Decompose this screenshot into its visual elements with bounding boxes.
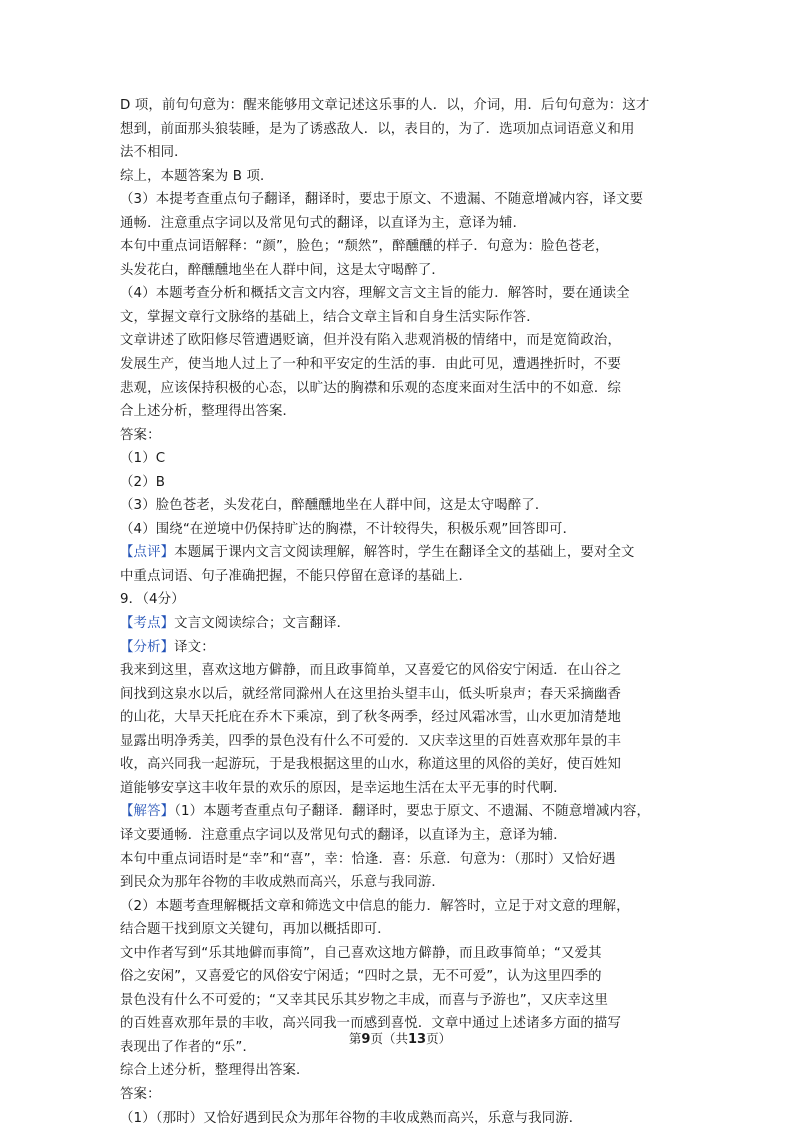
text-line	[120, 400, 692, 424]
text-line	[120, 1059, 692, 1083]
text-line	[120, 636, 692, 660]
text-line	[120, 824, 692, 848]
footer-prefix: 第	[348, 1031, 362, 1046]
text-line	[120, 753, 692, 777]
line-text: 悲观，应该保持积极的心态，以旷达的胸襟和乐观的态度来面对生活中的不如意．综	[120, 380, 622, 396]
line-text: 合上述分析，整理得出答案．	[120, 404, 297, 420]
text-line	[120, 871, 692, 895]
section-tag: 【分析】	[120, 639, 175, 655]
line-text: 文章讲述了欧阳修尽管遭遇贬谪，但并没有陷入悲观消极的情绪中，而是宽简政治，	[120, 333, 622, 349]
line-text: 头发花白，醉醺醺地坐在人群中间，这是太守喝醉了．	[120, 262, 445, 278]
footer-page-number: 9	[361, 1032, 371, 1047]
line-text: 表现出了作者的“乐”．	[120, 1039, 257, 1055]
line-text: 道能够安享这丰收年景的欢乐的原因，是幸运地生活在太平无事的时代啊．	[120, 780, 567, 796]
text-line	[120, 329, 692, 353]
line-text: 到民众为那年谷物的丰收成熟而高兴，乐意与我同游．	[120, 875, 445, 891]
text-line	[120, 471, 692, 495]
line-text: 我来到这里，喜欢这地方僻静，而且政事简单，又喜爱它的风俗安宁闲适．在山谷之	[120, 663, 622, 679]
line-text: （4）本题考查分析和概括文言文内容，理解文言文主旨的能力．解答时，要在通读全	[120, 286, 630, 302]
text-line	[120, 565, 692, 589]
text-line	[120, 282, 692, 306]
line-text: 间找到这泉水以后，就经常同滁州人在这里抬头望丰山，低头听泉声；春天采摘幽香	[120, 686, 622, 702]
line-text: （2）B	[120, 474, 166, 490]
footer-suffix: 页）	[426, 1031, 452, 1046]
text-line	[120, 989, 692, 1013]
footer-total-pages: 13	[407, 1032, 427, 1047]
text-line	[120, 848, 692, 872]
text-line	[120, 518, 692, 542]
line-text: 俗之安闲”，又喜爱它的风俗安宁闲适；“四时之景，无不可爱”，认为这里四季的	[120, 969, 602, 985]
line-text: 本题属于课内文言文阅读理解，解答时，学生在翻译全文的基础上，要对全文	[174, 545, 635, 561]
text-line	[120, 895, 692, 919]
text-line	[120, 612, 692, 636]
footer-mid: 页（共	[370, 1031, 408, 1046]
line-text: 的山花，大旱天托庇在乔木下乘凉，到了秋冬两季，经过风霜冰雪，山水更加清楚地	[120, 710, 622, 726]
line-text: 译文：	[174, 639, 215, 655]
text-line	[120, 800, 692, 824]
text-line	[120, 118, 692, 142]
line-text: 发展生产，使当地人过上了一种和平安定的生活的事．由此可见，遭遇挫折时，不要	[120, 357, 622, 373]
text-line	[120, 188, 692, 212]
text-line	[120, 235, 692, 259]
line-text: 综合上述分析，整理得出答案．	[120, 1063, 310, 1079]
line-text: 景色没有什么不可爱的；“又幸其民乐其岁物之丰成，而喜与予游也”，又庆幸这里	[120, 992, 609, 1008]
text-line	[120, 588, 692, 612]
line-text: 综上，本题答案为 B 项．	[120, 168, 274, 184]
text-line	[120, 377, 692, 401]
text-line	[120, 424, 692, 448]
text-line	[120, 212, 692, 236]
line-text: 结合题干找到原文关键句，再加以概括即可．	[120, 922, 391, 938]
text-line	[120, 447, 692, 471]
line-text: （1）本题考查重点句子翻译．翻译时，要忠于原文、不遗漏、不随意增减内容，	[174, 804, 651, 820]
line-text: 答案：	[120, 1086, 161, 1102]
section-tag: 【点评】	[120, 545, 175, 561]
section-tag: 【解答】	[120, 804, 175, 820]
text-line	[120, 306, 692, 330]
line-text: 收，高兴同我一起游玩，于是我根据这里的山水，称道这里的风俗的美好，使百姓知	[120, 757, 622, 773]
line-text: 答案：	[120, 427, 161, 443]
line-text: 文，掌握文章行文脉络的基础上，结合文章主旨和自身生活实际作答．	[120, 309, 540, 325]
text-line	[120, 494, 692, 518]
page-footer	[0, 1029, 800, 1047]
line-text: 法不相同．	[120, 145, 188, 161]
line-text: D 项，前句句意为：醒来能够用文章记述这乐事的人．以，介词，用．后句句意为：这才	[120, 98, 650, 113]
line-text: 的百姓喜欢那年景的丰收，高兴同我一而感到喜悦．文章中通过上述诸多方面的描写	[120, 1016, 622, 1032]
line-text: （4）围绕“在逆境中仍保持旷达的胸襟，不计较得失，积极乐观”回答即可．	[120, 521, 577, 537]
text-line	[120, 659, 692, 683]
line-text: 译文要通畅．注意重点字词以及常见句式的翻译，以直译为主，意译为辅．	[120, 827, 567, 843]
line-text: （2）本题考查理解概括文章和筛选文中信息的能力．解答时，立足于对文意的理解，	[120, 898, 630, 914]
line-text: 文中作者写到“乐其地僻而事简”，自己喜欢这地方僻静，而且政事简单；“又爱其	[120, 945, 602, 961]
document-body	[120, 94, 692, 1130]
text-line	[120, 353, 692, 377]
line-text: 9．（4分）	[120, 592, 185, 608]
text-line	[120, 965, 692, 989]
line-text: 显露出明净秀美，四季的景色没有什么不可爱的．又庆幸这里的百姓喜欢那年景的丰	[120, 733, 622, 749]
text-line	[120, 94, 692, 118]
text-line	[120, 165, 692, 189]
text-line	[120, 730, 692, 754]
line-text: 文言文阅读综合；文言翻译．	[174, 616, 351, 632]
line-text: （3）本提考查重点句子翻译，翻译时，要忠于原文、不遗漏、不随意增减内容，译文要	[120, 192, 644, 208]
line-text: 想到，前面那头狼装睡，是为了诱惑敌人．以，表目的，为了．选项加点词语意义和用	[120, 121, 635, 137]
text-line	[120, 141, 692, 165]
line-text: （1）（那时）又恰好遇到民众为那年谷物的丰收成熟而高兴，乐意与我同游．	[120, 1110, 583, 1126]
line-text: （1）C	[120, 451, 166, 467]
line-text: 本句中重点词语时是“幸”和“喜”，幸：恰逢．喜：乐意．句意为：（那时）又恰好遇	[120, 851, 616, 867]
line-text: 中重点词语、句子准确把握，不能只停留在意译的基础上．	[120, 568, 473, 584]
text-line	[120, 777, 692, 801]
text-line	[120, 942, 692, 966]
text-line	[120, 1083, 692, 1107]
text-line	[120, 1107, 692, 1131]
line-text: 通畅．注意重点字词以及常见句式的翻译，以直译为主，意译为辅．	[120, 215, 527, 231]
line-text: 本句中重点词语解释：“颜”，脸色；“颓然”，醉醺醺的样子．句意为：脸色苍老，	[120, 239, 609, 255]
text-line	[120, 683, 692, 707]
section-tag: 【考点】	[120, 616, 175, 632]
line-text: （3）脸色苍老，头发花白，醉醺醺地坐在人群中间，这是太守喝醉了．	[120, 498, 549, 514]
text-line	[120, 541, 692, 565]
text-line	[120, 259, 692, 283]
text-line	[120, 918, 692, 942]
text-line	[120, 706, 692, 730]
